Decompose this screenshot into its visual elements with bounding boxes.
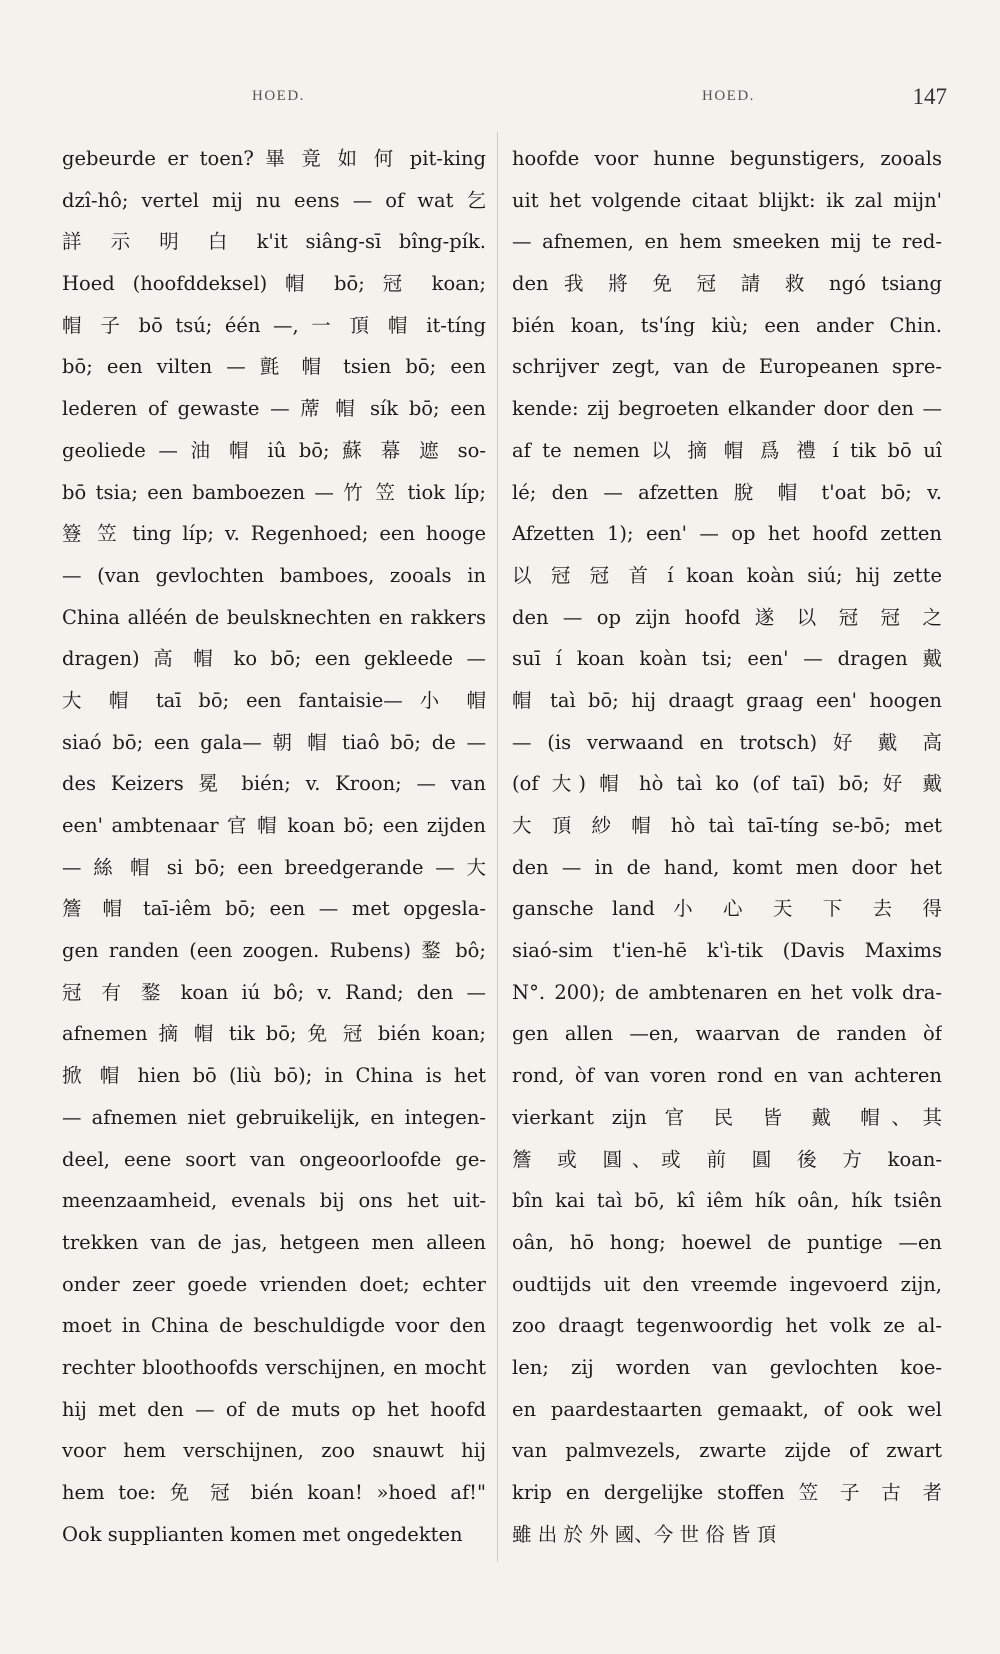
text-line: Afzetten 1); een' — op het hoofd zetten [512,522,942,546]
text-line: suī í koan koàn tsi; een' — dragen 戴 [512,647,942,671]
text-line: rond, òf van voren rond en van achteren [512,1064,942,1088]
column-divider [497,132,498,1562]
text-line: kende: zij begroeten elkander door den — [512,397,942,421]
text-line: N°. 200); de ambtenaren en het volk dra- [512,980,942,1004]
text-line: af te nemen 以 摘 帽 爲 禮 í tik bō uî [512,438,942,462]
text-line: gen randen (een zoogen. Rubens) 鍪 bô; [62,939,486,963]
text-line: schrijver zegt, van de Europeanen spre- [512,355,942,379]
text-line: bîn kai taì bō, kî iêm hík oân, hík tsiên [512,1189,942,1213]
text-line: 簷 帽 taī-iêm bō; een — met opgesla- [62,897,486,921]
text-line: hem toe: 免 冠 bién koan! »hoed af!" [62,1481,486,1504]
text-line: China alléén de beulsknechten en rakkers [62,605,486,629]
text-line: deel, eene soort van ongeoorloofde ge- [62,1147,486,1171]
text-line: een' ambtenaar 官 帽 koan bō; een zijden [62,814,486,837]
text-line: van palmvezels, zwarte zijde of zwart [512,1439,942,1463]
text-line: — (is verwaand en trotsch) 好 戴 高 [512,730,942,754]
text-line: 帽 子 bō tsú; één —, 一 頂 帽 it-tíng [62,313,486,337]
text-line: lé; den — afzetten 脫 帽 t'oat bō; v. [512,480,942,504]
text-line: den — op zijn hoofd 遂 以 冠 冠 之 [512,605,942,629]
text-line: hij met den — of de muts op het hoofd [62,1397,486,1421]
text-line: dzî-hô; vertel mij nu eens — of wat 乞 [62,188,486,212]
right-running-head: HOED. [702,88,755,104]
text-line: oân, hō hong; hoewel de puntige —en [512,1230,942,1254]
text-line: lederen of gewaste — 蓆 帽 sík bō; een [62,397,486,421]
text-line: krip en dergelijke stoffen 笠 子 古 者 [512,1481,942,1504]
text-line: 掀 帽 hien bō (liù bō); in China is het [62,1064,486,1088]
text-line: len; zij worden van gevlochten koe- [512,1355,942,1379]
page-number: 147 [912,84,947,109]
text-line: trekken van de jas, hetgeen men alleen [62,1230,486,1254]
text-line: gansche land 小 心 天 下 去 得 [512,897,942,921]
text-line: siaó-sim t'ien-hē k'ì-tik (Davis Maxims [512,939,942,963]
text-line: 詳 示 明 白 k'it siâng-sī bîng-pík. [62,230,486,254]
text-line: geoliede — 油 帽 iû bō; 蘇 幕 遮 so- [62,438,486,462]
text-line: 帽 taì bō; hij draagt graag een' hoogen [512,688,942,712]
text-line: 簦 笠 ting líp; v. Regenhoed; een hooge [62,522,486,546]
text-line: gebeurde er toen? 畢 竟 如 何 pit-king [62,147,486,170]
left-running-head: HOED. [252,88,305,104]
text-line: 雖 出 於 外 國、今 世 俗 皆 頂 [512,1522,777,1546]
text-line: moet in China de beschuldigde voor den [62,1314,486,1338]
text-line: Hoed (hoofddeksel) 帽 bō; 冠 koan; [62,272,486,296]
text-line: des Keizers 冕 bién; v. Kroon; — van [62,772,486,796]
text-line: oudtijds uit den vreemde ingevoerd zijn, [512,1272,942,1296]
text-line: den 我 將 免 冠 請 救 ngó tsiang [512,272,942,296]
text-line: (of 大) 帽 hò taì ko (of taī) bō; 好 戴 [512,772,942,796]
text-line: uit het volgende citaat blijkt: ik zal mijn' [512,188,942,212]
text-line: onder zeer goede vrienden doet; echter [62,1272,486,1296]
text-line: dragen) 高 帽 ko bō; een gekleede — [62,647,486,671]
text-line: hoofde voor hunne begunstigers, zooals [512,147,942,170]
text-line: 大 頂 紗 帽 hò taì taī-tíng se-bō; met [512,814,942,837]
text-line: — afnemen niet gebruikelijk, en integen- [62,1105,486,1129]
right-column [512,138,942,1558]
text-line: zoo draagt tegenwoordig het volk ze al- [512,1314,942,1338]
text-line: afnemen 摘 帽 tik bō; 免 冠 bién koan; [62,1022,486,1046]
text-line: gen allen —en, waarvan de randen òf [512,1022,942,1046]
text-line: bién koan, ts'íng kiù; een ander Chin. [512,313,942,337]
text-line: 簷 或 圓、或 前 圓 後 方 koan- [512,1147,942,1171]
text-line: — (van gevlochten bamboes, zooals in [62,563,486,587]
text-line: vierkant zijn 官 民 皆 戴 帽、其 [512,1105,942,1129]
text-line: rechter bloothoofds verschijnen, en mocht [62,1355,486,1379]
text-line: 大 帽 taī bō; een fantaisie— 小 帽 [62,688,486,712]
text-line: bō tsia; een bamboezen — 竹 笠 tiok líp; [62,480,486,504]
text-line: den — in de hand, komt men door het [512,855,942,879]
text-line: 冠 有 鍪 koan iú bô; v. Rand; den — [62,980,486,1004]
text-line: Ook supplianten komen met ongedekten [62,1522,463,1546]
text-line: voor hem verschijnen, zoo snauwt hij [62,1439,486,1463]
text-line: — 絲 帽 si bō; een breedgerande — 大 [62,855,486,879]
text-line: en paardestaarten gemaakt, of ook wel [512,1397,942,1421]
text-line: meenzaamheid, evenals bij ons het uit- [62,1189,486,1213]
text-line: 以 冠 冠 首 í koan koàn siú; hij zette [512,563,942,587]
text-line: — afnemen, en hem smeeken mij te red- [512,230,942,254]
text-line: bō; een vilten — 氈 帽 tsien bō; een [62,355,486,379]
text-line: siaó bō; een gala— 朝 帽 tiaô bō; de — [62,730,486,754]
left-column [62,138,486,1558]
